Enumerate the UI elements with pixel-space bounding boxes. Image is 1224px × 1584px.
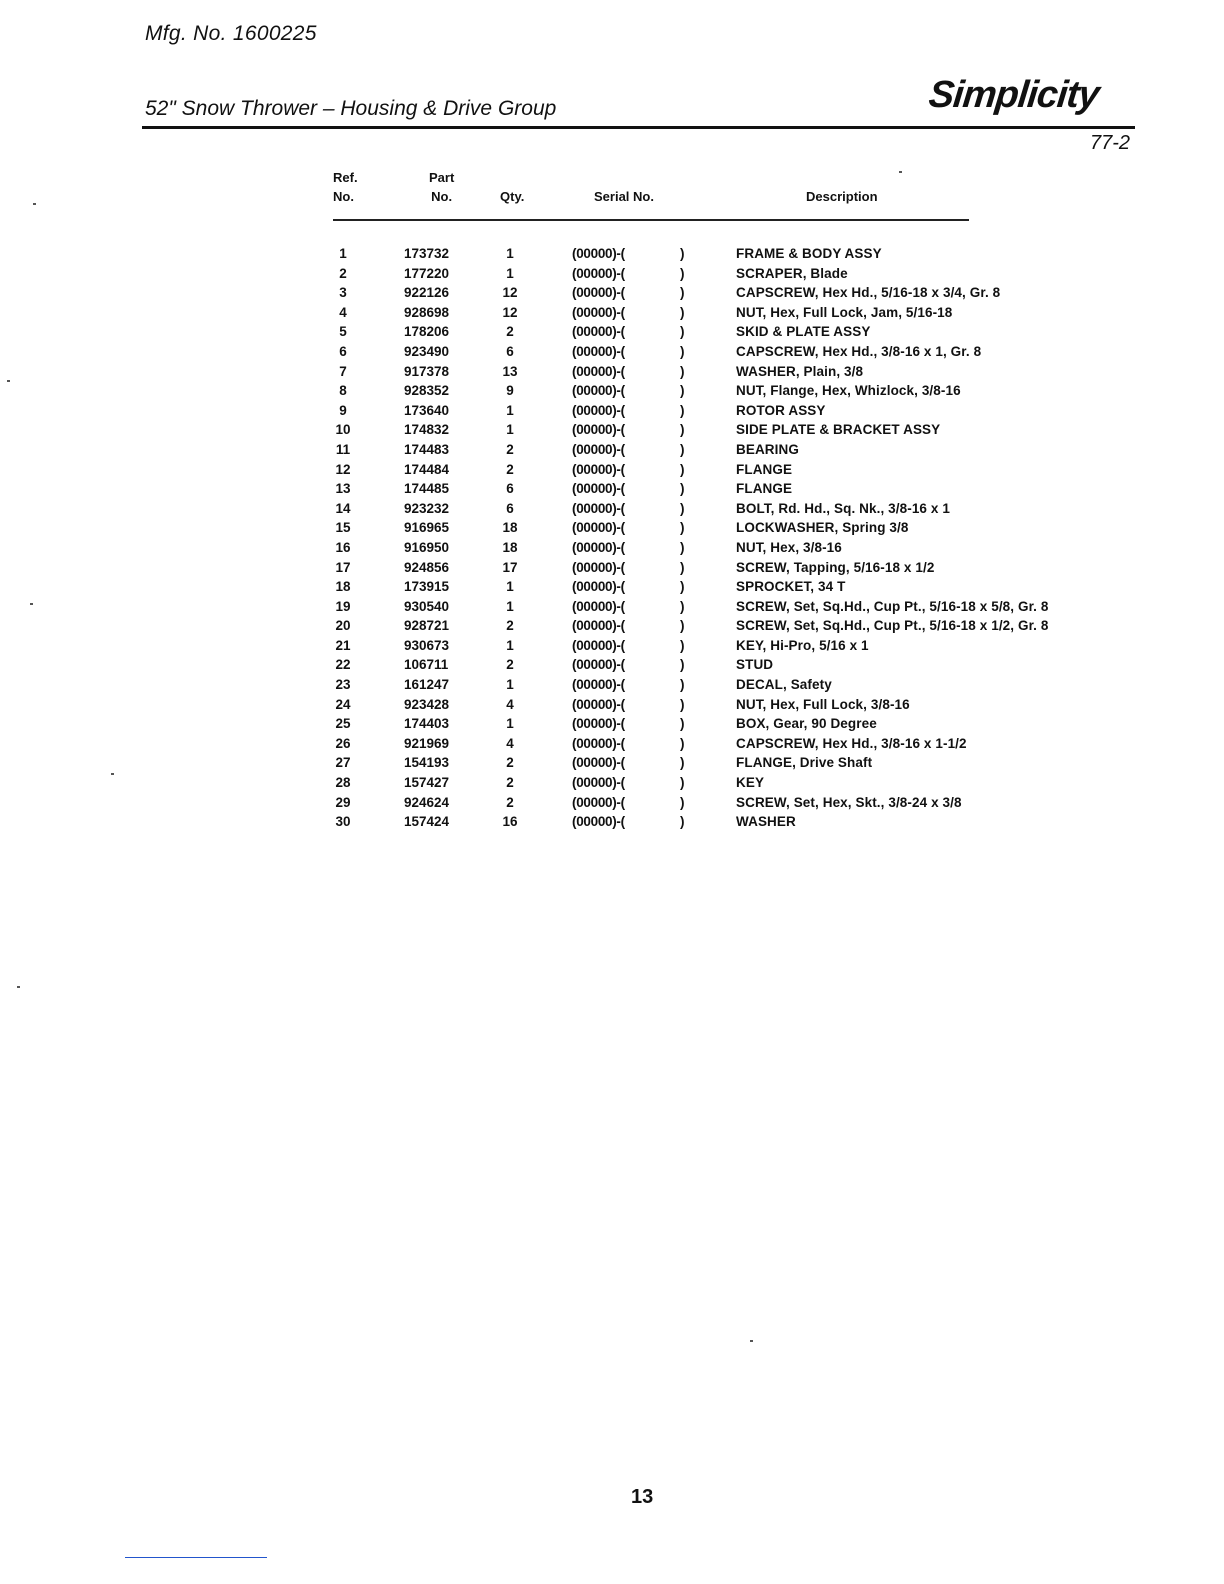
ref-number: 30 (335, 814, 351, 830)
quantity: 1 (506, 637, 514, 653)
serial-range: (00000)-( (572, 383, 625, 399)
parts-row (0, 344, 1224, 364)
part-description: SCREW, Set, Sq.Hd., Cup Pt., 5/16-18 x 1/2, Gr. 8 (736, 618, 1049, 634)
serial-close: ) (680, 598, 685, 614)
serial-close: ) (680, 481, 685, 497)
quantity: 18 (502, 520, 518, 536)
serial-close: ) (680, 755, 685, 771)
part-number: 161247 (404, 677, 450, 693)
quantity: 18 (502, 539, 518, 555)
column-header-ref (333, 168, 358, 206)
part-number: 173732 (404, 246, 450, 261)
serial-close: ) (680, 579, 685, 595)
parts-row (0, 638, 1224, 658)
serial-range: (00000)-( (572, 677, 625, 693)
quantity: 1 (506, 716, 514, 732)
serial-close: ) (680, 539, 685, 555)
serial-close: ) (680, 618, 685, 634)
parts-row (0, 677, 1224, 697)
quantity: 6 (506, 343, 514, 359)
quantity: 1 (506, 422, 514, 438)
serial-range: (00000)-( (572, 461, 625, 477)
serial-close: ) (680, 441, 685, 457)
ref-number: 20 (335, 618, 351, 634)
parts-row (0, 795, 1224, 815)
part-description: SCRAPER, Blade (736, 265, 848, 281)
part-description: WASHER (736, 814, 796, 830)
ref-number: 17 (335, 559, 351, 575)
ref-number: 24 (335, 696, 351, 712)
ref-number: 5 (339, 324, 347, 340)
quantity: 12 (502, 304, 518, 320)
parts-row (0, 266, 1224, 286)
part-number: 928721 (404, 618, 450, 634)
parts-row (0, 442, 1224, 462)
serial-close: ) (680, 637, 685, 653)
part-description: SKID & PLATE ASSY (736, 324, 871, 340)
parts-row (0, 579, 1224, 599)
serial-close: ) (680, 735, 685, 751)
serial-range: (00000)-( (572, 246, 625, 261)
ref-number: 19 (335, 598, 351, 614)
parts-row (0, 775, 1224, 795)
part-number: 174484 (404, 461, 450, 477)
part-description: FLANGE (736, 481, 793, 497)
part-description: SCREW, Set, Sq.Hd., Cup Pt., 5/16-18 x 5/8, Gr. 8 (736, 598, 1049, 614)
serial-close: ) (680, 383, 685, 399)
serial-range: (00000)-( (572, 637, 625, 653)
part-number: 174832 (404, 422, 450, 438)
serial-close: ) (680, 716, 685, 732)
quantity: 1 (506, 402, 514, 418)
part-number: 930673 (404, 637, 450, 653)
quantity: 1 (506, 246, 514, 261)
section-title: 52" Snow Thrower – Housing & Drive Group (145, 97, 557, 120)
serial-close: ) (680, 500, 685, 516)
part-description: SCREW, Tapping, 5/16-18 x 1/2 (736, 559, 935, 575)
part-description: FRAME & BODY ASSY (736, 246, 882, 261)
part-number: 157427 (404, 775, 450, 791)
part-number: 922126 (404, 285, 450, 301)
serial-range: (00000)-( (572, 559, 625, 575)
quantity: 6 (506, 481, 514, 497)
serial-range: (00000)-( (572, 324, 625, 340)
serial-range: (00000)-( (572, 598, 625, 614)
serial-range: (00000)-( (572, 814, 625, 830)
column-header-serial: Serial No. (594, 189, 654, 204)
part-number: 174485 (404, 481, 450, 497)
part-description: SPROCKET, 34 T (736, 579, 846, 595)
ref-number: 12 (335, 461, 351, 477)
quantity: 2 (506, 618, 514, 634)
quantity: 6 (506, 500, 514, 516)
parts-row (0, 364, 1224, 384)
quantity: 9 (506, 383, 514, 399)
quantity: 17 (502, 559, 518, 575)
quantity: 2 (506, 324, 514, 340)
part-description: ROTOR ASSY (736, 402, 826, 418)
serial-range: (00000)-( (572, 755, 625, 771)
parts-row (0, 305, 1224, 325)
quantity: 4 (506, 696, 514, 712)
serial-range: (00000)-( (572, 657, 625, 673)
ref-number: 2 (339, 265, 347, 281)
serial-close: ) (680, 265, 685, 281)
column-header-ref-line2: No. (333, 189, 354, 204)
serial-range: (00000)-( (572, 343, 625, 359)
serial-close: ) (680, 677, 685, 693)
part-number: 928352 (404, 383, 450, 399)
part-number: 924624 (404, 794, 450, 810)
ref-number: 4 (339, 304, 347, 320)
scan-speck (30, 603, 33, 605)
ref-number: 13 (335, 481, 351, 497)
parts-row (0, 618, 1224, 638)
column-header-description: Description (806, 189, 878, 204)
part-number: 177220 (404, 265, 450, 281)
serial-close: ) (680, 657, 685, 673)
serial-close: ) (680, 775, 685, 791)
part-description: CAPSCREW, Hex Hd., 5/16-18 x 3/4, Gr. 8 (736, 285, 1001, 301)
part-description: KEY (736, 775, 765, 791)
parts-row (0, 520, 1224, 540)
part-description: NUT, Hex, Full Lock, 3/8-16 (736, 696, 910, 712)
serial-range: (00000)-( (572, 500, 625, 516)
part-number: 923232 (404, 500, 450, 516)
ref-number: 16 (335, 539, 351, 555)
ref-number: 29 (335, 794, 351, 810)
quantity: 4 (506, 735, 514, 751)
part-number: 106711 (404, 657, 449, 673)
parts-row (0, 560, 1224, 580)
part-number: 924856 (404, 559, 450, 575)
quantity: 1 (506, 598, 514, 614)
part-number: 923428 (404, 696, 450, 712)
table-rule (333, 219, 969, 221)
parts-row (0, 755, 1224, 775)
part-number: 173640 (404, 402, 450, 418)
part-number: 916965 (404, 520, 450, 536)
part-description: WASHER, Plain, 3/8 (736, 363, 864, 379)
quantity: 2 (506, 775, 514, 791)
part-description: NUT, Hex, Full Lock, Jam, 5/16-18 (736, 304, 953, 320)
part-number: 174483 (404, 441, 450, 457)
ref-number: 26 (335, 735, 351, 751)
ref-number: 11 (335, 441, 351, 457)
serial-range: (00000)-( (572, 402, 625, 418)
scan-speck (17, 986, 20, 988)
ref-number: 22 (335, 657, 351, 673)
serial-close: ) (680, 343, 685, 359)
scan-speck (7, 380, 10, 382)
serial-close: ) (680, 794, 685, 810)
serial-range: (00000)-( (572, 363, 625, 379)
serial-close: ) (680, 304, 685, 320)
part-description: FLANGE, Drive Shaft (736, 755, 873, 771)
part-description: BEARING (736, 441, 799, 457)
part-number: 157424 (404, 814, 450, 830)
ref-number: 21 (335, 637, 351, 653)
part-number: 916950 (404, 539, 450, 555)
serial-close: ) (680, 461, 685, 477)
part-number: 154193 (404, 755, 450, 771)
serial-close: ) (680, 363, 685, 379)
ref-number: 6 (339, 343, 347, 359)
part-number: 928698 (404, 304, 450, 320)
parts-row (0, 383, 1224, 403)
quantity: 16 (502, 814, 518, 830)
footer-link-line (125, 1557, 267, 1558)
parts-row (0, 324, 1224, 344)
scan-speck (33, 203, 36, 205)
page-number: 13 (631, 1486, 654, 1508)
quantity: 1 (506, 579, 514, 595)
part-description: SIDE PLATE & BRACKET ASSY (736, 422, 941, 438)
column-header-part-line2: No. (431, 189, 453, 204)
quantity: 2 (506, 794, 514, 810)
part-number: 173915 (404, 579, 450, 595)
serial-range: (00000)-( (572, 794, 625, 810)
parts-row (0, 501, 1224, 521)
serial-close: ) (680, 324, 685, 340)
part-number: 923490 (404, 343, 450, 359)
serial-range: (00000)-( (572, 422, 625, 438)
scan-speck (111, 773, 114, 775)
part-number: 178206 (404, 324, 450, 340)
ref-number: 27 (335, 755, 351, 771)
part-description: CAPSCREW, Hex Hd., 3/8-16 x 1, Gr. 8 (736, 343, 982, 359)
quantity: 12 (502, 285, 518, 301)
scan-speck (750, 1340, 753, 1342)
quantity: 2 (506, 755, 514, 771)
parts-row (0, 422, 1224, 442)
parts-row (0, 814, 1224, 834)
ref-number: 9 (339, 402, 347, 418)
column-header-part (429, 168, 454, 206)
parts-row (0, 736, 1224, 756)
quantity: 2 (506, 461, 514, 477)
ref-number: 3 (339, 285, 347, 301)
serial-range: (00000)-( (572, 265, 625, 281)
page-code: 77-2 (1090, 132, 1131, 154)
part-description: STUD (736, 657, 774, 673)
part-description: NUT, Flange, Hex, Whizlock, 3/8-16 (736, 383, 961, 399)
parts-row (0, 599, 1224, 619)
scan-speck (899, 171, 902, 173)
parts-row (0, 246, 1224, 266)
serial-range: (00000)-( (572, 735, 625, 751)
parts-row (0, 716, 1224, 736)
serial-range: (00000)-( (572, 285, 625, 301)
part-number: 174403 (404, 716, 450, 732)
ref-number: 10 (335, 422, 351, 438)
serial-range: (00000)-( (572, 539, 625, 555)
serial-range: (00000)-( (572, 304, 625, 320)
ref-number: 1 (339, 246, 347, 261)
part-description: LOCKWASHER, Spring 3/8 (736, 520, 909, 536)
parts-row (0, 462, 1224, 482)
part-description: DECAL, Safety (736, 677, 832, 693)
quantity: 2 (506, 657, 514, 673)
ref-number: 28 (335, 775, 351, 791)
ref-number: 8 (339, 383, 347, 399)
ref-number: 18 (335, 579, 351, 595)
part-description: FLANGE (736, 461, 793, 477)
serial-range: (00000)-( (572, 481, 625, 497)
quantity: 2 (506, 441, 514, 457)
part-description: CAPSCREW, Hex Hd., 3/8-16 x 1-1/2 (736, 735, 967, 751)
part-number: 917378 (404, 363, 450, 379)
column-header-qty: Qty. (500, 189, 525, 204)
serial-range: (00000)-( (572, 579, 625, 595)
part-description: NUT, Hex, 3/8-16 (736, 539, 842, 555)
quantity: 1 (506, 677, 514, 693)
serial-close: ) (680, 285, 685, 301)
column-header-ref-line1: Ref. (333, 170, 358, 185)
part-description: SCREW, Set, Hex, Skt., 3/8-24 x 3/8 (736, 794, 962, 810)
column-header-part-line1: Part (429, 170, 455, 185)
serial-range: (00000)-( (572, 716, 625, 732)
header-rule (142, 126, 1135, 129)
parts-row (0, 540, 1224, 560)
serial-close: ) (680, 559, 685, 575)
serial-range: (00000)-( (572, 441, 625, 457)
serial-close: ) (680, 402, 685, 418)
part-number: 921969 (404, 735, 450, 751)
ref-number: 7 (339, 363, 347, 379)
serial-range: (00000)-( (572, 696, 625, 712)
part-description: KEY, Hi-Pro, 5/16 x 1 (736, 637, 869, 653)
ref-number: 25 (335, 716, 351, 732)
parts-row (0, 481, 1224, 501)
parts-row (0, 285, 1224, 305)
serial-close: ) (680, 696, 685, 712)
parts-row (0, 697, 1224, 717)
mfg-number: Mfg. No. 1600225 (145, 22, 317, 45)
parts-row (0, 403, 1224, 423)
quantity: 13 (502, 363, 518, 379)
part-number: 930540 (404, 598, 450, 614)
part-description: BOLT, Rd. Hd., Sq. Nk., 3/8-16 x 1 (736, 500, 950, 516)
parts-list (0, 246, 1224, 834)
ref-number: 15 (335, 520, 351, 536)
quantity: 1 (506, 265, 514, 281)
ref-number: 23 (335, 677, 351, 693)
ref-number: 14 (335, 500, 351, 516)
serial-close: ) (680, 520, 685, 536)
brand-logo: Simplicity (926, 74, 1101, 116)
serial-close: ) (680, 246, 685, 261)
serial-close: ) (680, 422, 685, 438)
serial-close: ) (680, 814, 685, 830)
part-description: BOX, Gear, 90 Degree (736, 716, 877, 732)
parts-row (0, 657, 1224, 677)
serial-range: (00000)-( (572, 775, 625, 791)
serial-range: (00000)-( (572, 618, 625, 634)
serial-range: (00000)-( (572, 520, 625, 536)
